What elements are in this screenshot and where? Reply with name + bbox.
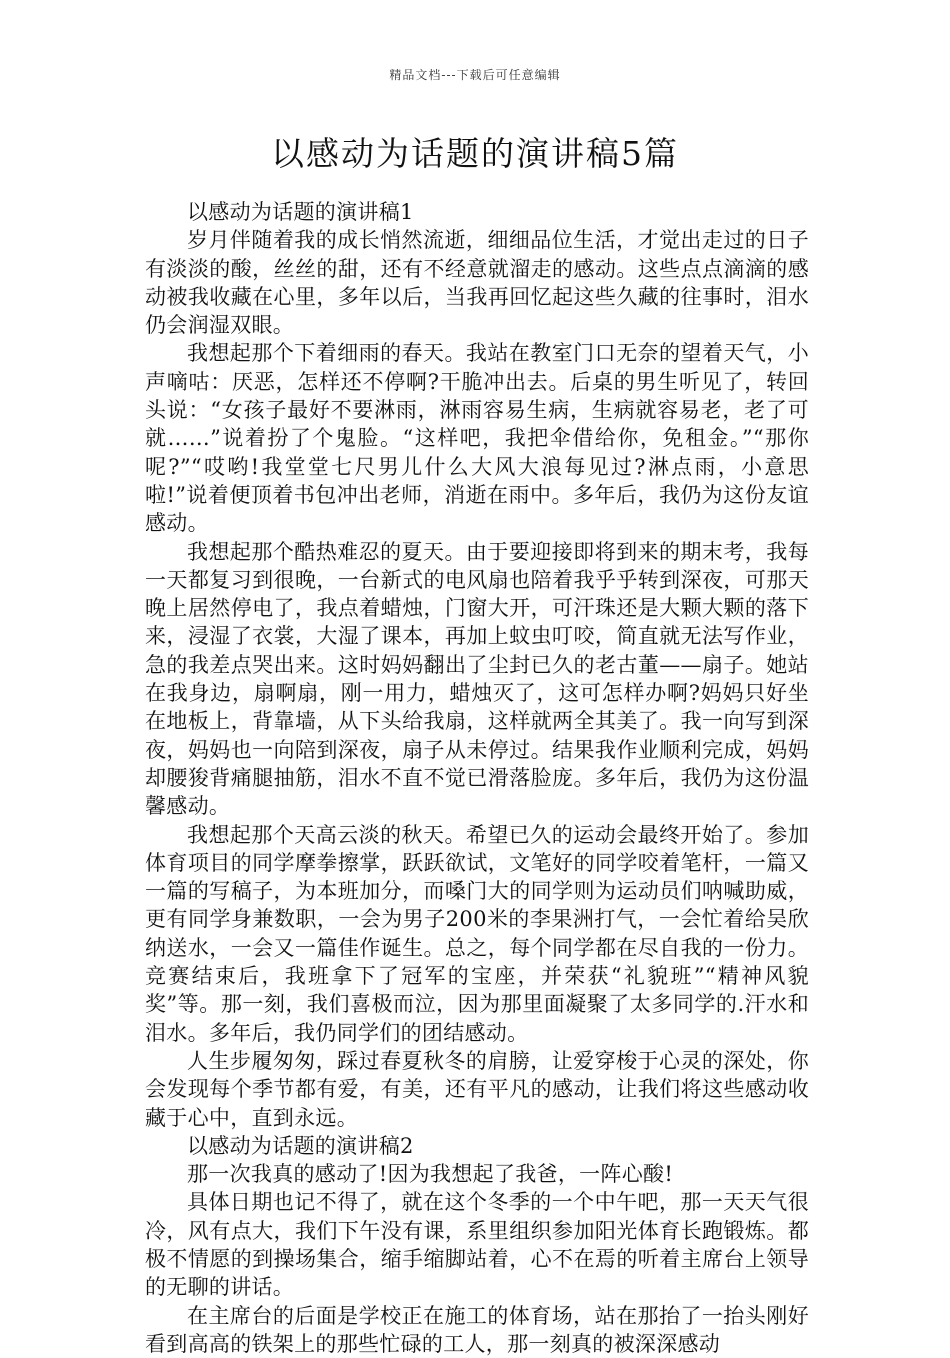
page-header: 精品文档---下载后可任意编辑 [389, 68, 561, 82]
paragraph: 我想起那个酷热难忍的夏天。由于要迎接即将到来的期末考，我每一天都复习到很晚，一台新式的电风扇也陪着我乎乎转到深夜，可那天晚上居然停电了，我点着蜡烛，门窗大开，可汗珠还是大颗大颗的落下来，浸湿了衣裳，大湿了课本，再加上蚊虫叮咬，简直就无法写作业，急的我差点哭出来。这时妈妈翻出了尘封已久的老古董——扇子。她站在我身边，扇啊扇，刚一用力，蜡烛灭了，这可怎样办啊?妈妈只好坐在地板上，背靠墙，从下头给我扇，这样就两全其美了。我一向写到深夜，妈妈也一向陪到深夜，扇子从未停过。结果我作业顺利完成，妈妈却腰狻背痛腿抽筋，泪水不直不觉已滑落脸庞。多年后，我仍为这份温馨感动。 [145, 539, 809, 819]
paragraph: 在主席台的后面是学校正在施工的体育场，站在那抬了一抬头刚好看到高高的铁架上的那些忙碌的工人，那一刻真的被深深感动 [145, 1303, 809, 1356]
document-body [145, 198, 809, 1358]
paragraph: 那一次我真的感动了!因为我想起了我爸，一阵心酸! [187, 1162, 674, 1187]
paragraph: 我想起那个天高云淡的秋天。希望已久的运动会最终开始了。参加体育项目的同学摩拳擦掌，跃跃欲试，文笔好的同学咬着笔杆，一篇又一篇的写稿子，为本班加分，而嗓门大的同学则为运动员们呐喊助威，更有同学身兼数职，一会为男子200米的李果洲打气，一会忙着给吴欣纳送水，一会又一篇佳作诞生。总之，每个同学都在尽自我的一份力。竞赛结束后，我班拿下了冠军的宝座，并荣获“礼貌班”“精神风貌奖”等。那一刻，我们喜极而泣，因为那里面凝聚了太多同学的.汗水和泪水。多年后，我仍同学们的团结感动。 [145, 822, 809, 1045]
paragraph: 人生步履匆匆，踩过春夏秋冬的肩膀，让爱穿梭于心灵的深处，你会发现每个季节都有爱，有美，还有平凡的感动，让我们将这些感动收藏于心中，直到永远。 [145, 1048, 809, 1130]
section-heading-1: 以感动为话题的演讲稿1 [187, 200, 414, 224]
paragraph: 岁月伴随着我的成长悄然流逝，细细品位生活，才觉出走过的日子有淡淡的酸，丝丝的甜，还有不经意就溜走的感动。这些点点滴滴的感动被我收藏在心里，多年以后，当我再回忆起这些久藏的往事时，泪水仍会润湿双眼。 [145, 228, 809, 338]
paragraph: 我想起那个下着细雨的春天。我站在教室门口无奈的望着天气，小声嘀咕：厌恶，怎样还不停啊?干脆冲出去。后桌的男生听见了，转回头说：“女孩子最好不要淋雨，淋雨容易生病，生病就容易老，老了可就……”说着扮了个鬼脸。“这样吧，我把伞借给你，免租金。”“那你呢?”“哎哟!我堂堂七尺男儿什么大风大浪每见过?淋点雨，小意思啦!”说着便顶着书包冲出老师，消逝在雨中。多年后，我仍为这份友谊感动。 [145, 341, 809, 536]
paragraph: 具体日期也记不得了，就在这个冬季的一个中午吧，那一天天气很冷，风有点大，我们下午没有课，系里组织参加阳光体育长跑锻炼。都极不情愿的到操场集合，缩手缩脚站着，心不在焉的听着主席台上领导的无聊的讲话。 [145, 1190, 809, 1300]
section-heading-2: 以感动为话题的演讲稿2 [187, 1133, 414, 1158]
document-title: 以感动为话题的演讲稿5篇 [271, 134, 679, 173]
